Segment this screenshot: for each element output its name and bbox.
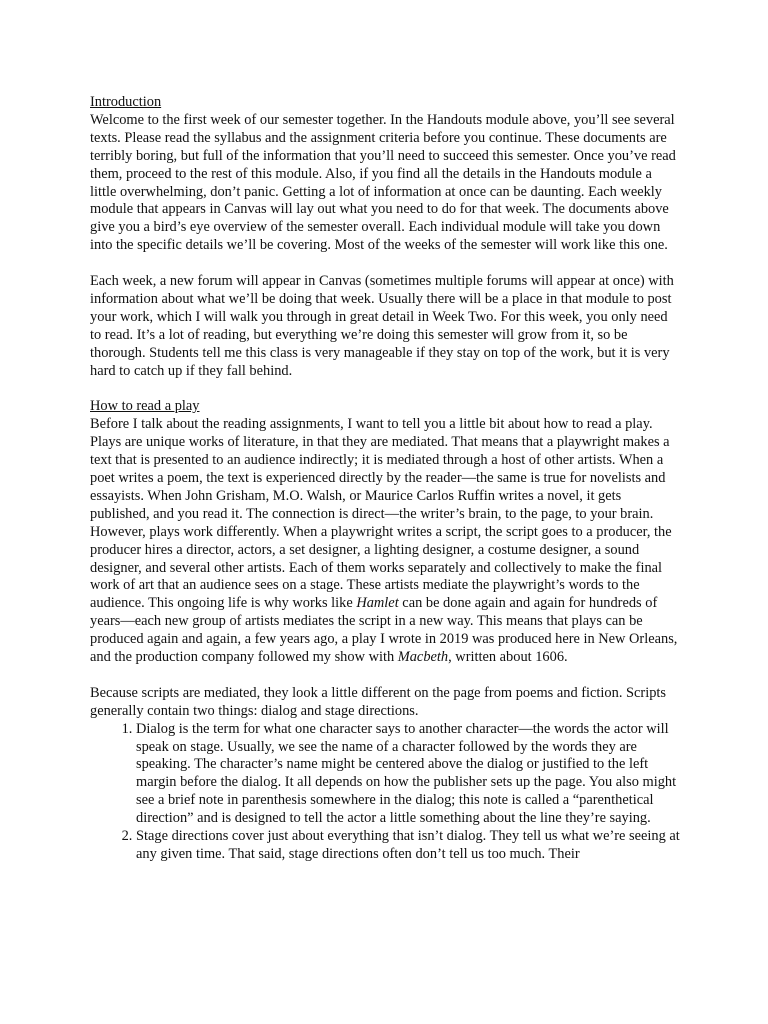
intro-paragraph-2: Each week, a new forum will appear in Canvas (sometimes multiple forums will appear at once) with information about what we’ll be doing that week. Usually there will be a place in that module to post your work, which I will walk you through in great detail in Week Two. For this week, you only need to read. It’s a lot of reading, but everything we’re doing this semester will grow from it, so be thorough. Students tell me this class is very manageable if they stay on top of the work, but it is very hard to catch up if they fall behind. xyxy=(90,273,674,379)
intro-paragraph-1: Welcome to the first week of our semester together. In the Handouts module above, you’ll see several texts. Please read the syllabus and the assignment criteria before you continue. These documents are terribly boring, but full of the information that you’ll need to succeed this semester. Once you’ve read them, proceed to the rest of this module. Also, if you find all the details in the Handouts module a little overwhelming, don’t panic. Getting a lot of information at once can be daunting. Each weekly module that appears in Canvas will lay out what you need to do for that week. The documents above give you a bird’s eye overview of the semester overall. Each individual module will take you down into the specific details we’ll be covering. Most of the weeks of the semester will work like this one. xyxy=(90,111,676,254)
howto-paragraph-2: Because scripts are mediated, they look a little different on the page from poems and fiction. Scripts generally contain two things: dialog and stage directions. xyxy=(90,684,666,719)
title-hamlet: Hamlet xyxy=(356,595,399,612)
section-heading-introduction: Introduction xyxy=(90,94,162,110)
howto-paragraph-1-part-b: can be done again and again for hundreds of years—each new group of artists mediates the script in a new way. This means that plays can be produced again and again, a few years ago, a play I wrote in 2019 was produced here in New Orleans, and the production company followed my show with xyxy=(90,595,678,666)
title-macbeth: Macbeth xyxy=(397,649,449,666)
howto-paragraph-1-part-c: , written about 1606. xyxy=(448,649,568,666)
section-heading-how-to-read: How to read a play xyxy=(90,398,200,415)
list-item-dialog: 1. Dialog is the term for what one character says to another character—the words the actor will speak on stage. Usually, we see the name of a character followed by the words they are speaking. The character’s name might be centered above the dialog or justified to the left margin before the dialog. It all depends on how the publisher sets up the page. You also might see a brief note in parenthesis somewhere in the dialog; this note is called a “parenthetical direction” and is designed to tell the actor a little something about the line they’re saying. xyxy=(136,721,680,828)
howto-paragraph-1-part-a: Before I talk about the reading assignments, I want to tell you a little bit about how to read a play. Plays are unique works of literature, in that they are mediated. That means that a playwright makes a text that is presented to an audience indirectly; it is mediated through a host of other artists. When a poet writes a poem, the text is experienced directly by the reader—the same is true for novelists and essayists. When John Grisham, M.O. Walsh, or Maurice Carlos Ruffin writes a novel, it gets published, and you read it. The connection is direct—the writer’s brain, to the page, to your brain. However, plays work differently. When a playwright writes a script, the script goes to a producer, the producer hires a director, actors, a set designer, a lighting designer, a costume designer, a sound designer, and several other artists. Each of them works separately and collectively to make the final work of art that an audience sees on a stage. These artists mediate the playwright’s words to the audience. This ongoing life is why works like xyxy=(90,416,672,612)
list-item-stage-directions: 2. Stage directions cover just about everything that isn’t dialog. They tell us what we’re seeing at any given time. That said, stage directions often don’t tell us too much. Their xyxy=(136,828,680,864)
howto-paragraph-1 xyxy=(90,416,680,667)
script-elements-list xyxy=(90,721,680,864)
